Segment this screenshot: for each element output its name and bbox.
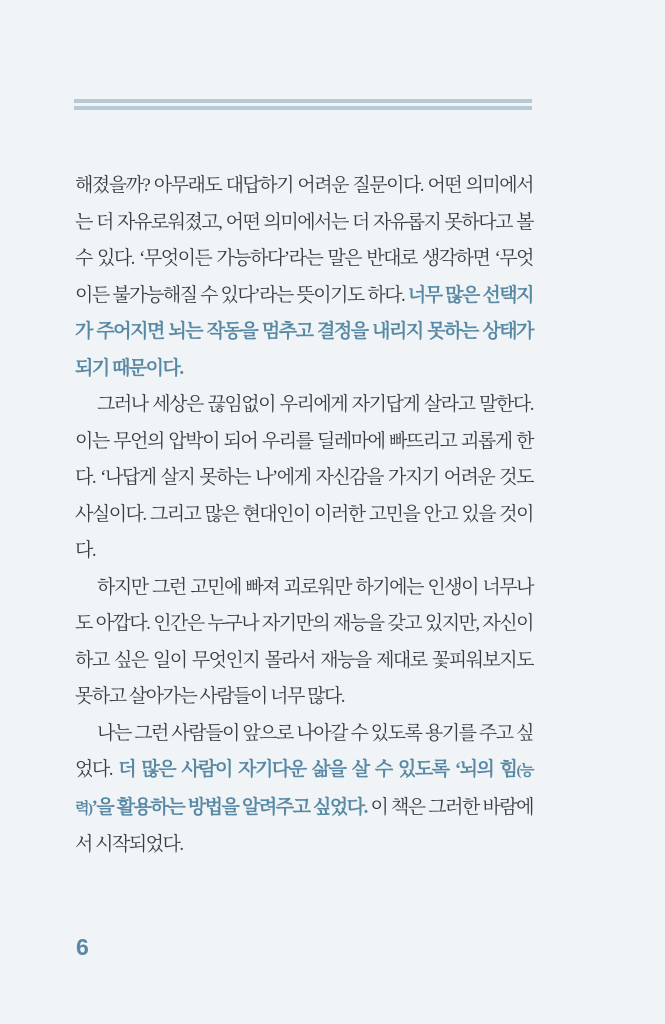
page-number: 6	[76, 934, 89, 960]
text-segment: 하지만 그런 고민에 빠져 괴로워만 하기에는 인생이 너무나도 아깝다. 인간은 누구나 자기만의 재능을 갖고 있지만, 자신이 하고 싶은 일이 무엇인지 몰라서 재능을 제대로 꽃피워보지도 못하고 살아가는 사람들이 너무 많다.	[75, 576, 533, 707]
text-segment: 해졌을까? 아무래도 대답하기 어려운 질문이다. 어떤 의미에서는 더 자유로워졌고, 어떤 의미에서는 더 자유롭지 못하다고 볼 수 있다. ‘무엇이든 가능하다’라는 말은 반대로 생각하면 ‘무엇이든 불가능해질 수 있다’라는 뜻이기도 하다.	[75, 175, 533, 306]
text-segment: 나는 그런 사람들이 앞으로 나아갈 수 있도록 용기를 주고 싶었다.	[75, 722, 533, 780]
rule-line-top	[74, 99, 532, 103]
rule-line-bottom	[74, 106, 532, 110]
accent-text-segment: (능력)	[75, 763, 533, 817]
body-text	[75, 168, 533, 864]
decorative-rule	[74, 99, 532, 113]
paragraph	[75, 168, 533, 387]
accent-text-segment: 더 많은 사람이 자기다운 삶을 살 수 있도록 ‘뇌의 힘	[118, 759, 517, 780]
text-segment: 그러나 세상은 끊임없이 우리에게 자기답게 살라고 말한다. 이는 무언의 압박이 되어 우리를 딜레마에 빠뜨리고 괴롭게 한다. ‘나답게 살지 못하는 나’에게 자신감을 가지기 어려운 것도 사실이다. 그리고 많은 현대인이 이러한 고민을 안고 있을 것이다.	[75, 394, 533, 561]
accent-text-segment: ’을 활용하는 방법을 알려주고 싶었다.	[91, 796, 367, 818]
paragraph	[75, 570, 533, 716]
paragraph	[75, 716, 533, 864]
text-segment: 이 책은 그러한 바람에서 시작되었다.	[75, 796, 534, 855]
paragraph	[75, 387, 533, 570]
accent-text-segment: 너무 많은 선택지가 주어지면 뇌는 작동을 멈추고 결정을 내리지 못하는 상태가 되기 때문이다.	[75, 284, 533, 379]
